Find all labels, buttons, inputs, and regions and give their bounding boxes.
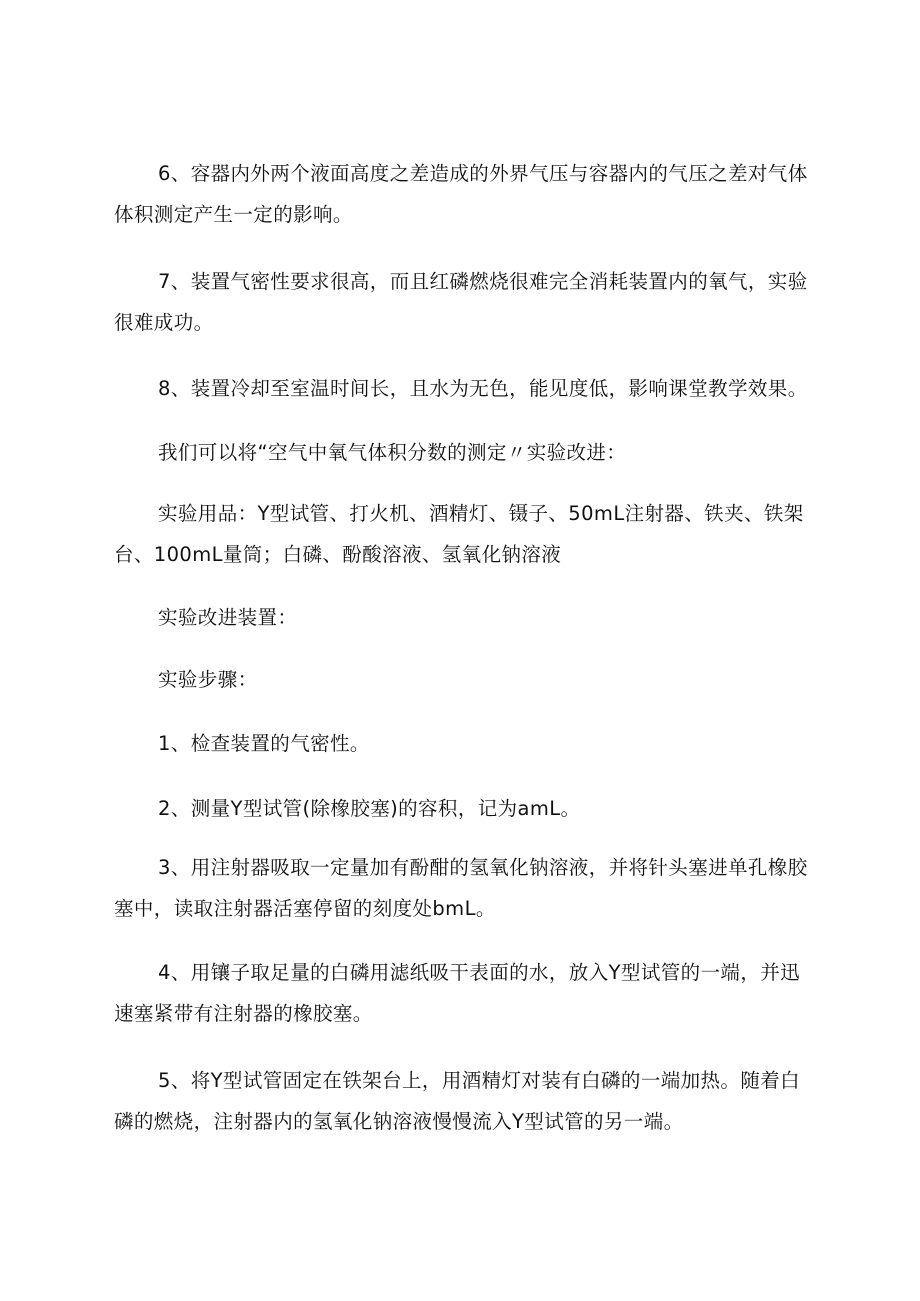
paragraph-item-7 [114,261,818,343]
paragraph-line: 磷的燃烧，注射器内的氢氧化钠溶液慢慢流入Y型试管的另一端。 [114,1110,684,1133]
paragraph-line: 很难成功。 [114,311,214,334]
paragraph-line: 4、用镶子取足量的白磷用滤纸吸干表面的水，放入Y型试管的一端，并迅 [158,961,801,984]
paragraph-line: 1、检查装置的气密性。 [158,732,370,755]
paragraph-line: 实验用品：Y型试管、打火机、酒精灯、镊子、50mL注射器、铁夹、铁架 [158,502,804,525]
step-1 [158,723,818,764]
materials-paragraph [114,493,818,575]
paragraph-line: 体积测定产生一定的影响。 [114,203,353,226]
improvement-intro [158,432,818,473]
paragraph-item-8 [158,368,818,409]
paragraph-line: 实验改进装置： [158,606,298,629]
paragraph-line: 实验步骤： [158,668,258,691]
paragraph-line: 6、容器内外两个液面高度之差造成的外界气压与容器内的气压之差对气体 [158,162,808,185]
paragraph-line: 速塞紧带有注射器的橡胶塞。 [114,1002,373,1025]
paragraph-line: 3、用注射器吸取一定量加有酚酣的氢氧化钠溶液，并将针头塞进单孔橡胶 [158,856,808,879]
paragraph-line: 我们可以将“空气中氧气体积分数的测定〃实验改进： [158,441,627,464]
paragraph-line: 7、装置气密性要求很高，而且红磷燃烧很难完全消耗装置内的氧气，实验 [158,270,808,293]
paragraph-line: 8、装置冷却至室温时间长，且水为无色，能见度低，影响课堂教学效果。 [158,377,808,400]
step-3 [114,847,818,929]
paragraph-line: 台、100mL量筒；白磷、酚酸溶液、氢氧化钠溶液 [114,543,562,566]
step-5 [114,1060,818,1142]
paragraph-line: 2、测量Y型试管(除橡胶塞)的容积，记为amL。 [158,797,581,820]
steps-heading [158,659,818,700]
step-4 [114,952,818,1034]
apparatus-heading [158,597,818,638]
paragraph-line: 塞中，读取注射器活塞停留的刻度处bmL。 [114,897,496,920]
step-2 [158,788,818,829]
paragraph-line: 5、将Y型试管固定在铁架台上，用酒精灯对装有白磷的一端加热。随着白 [158,1069,801,1092]
paragraph-item-6 [114,153,818,235]
